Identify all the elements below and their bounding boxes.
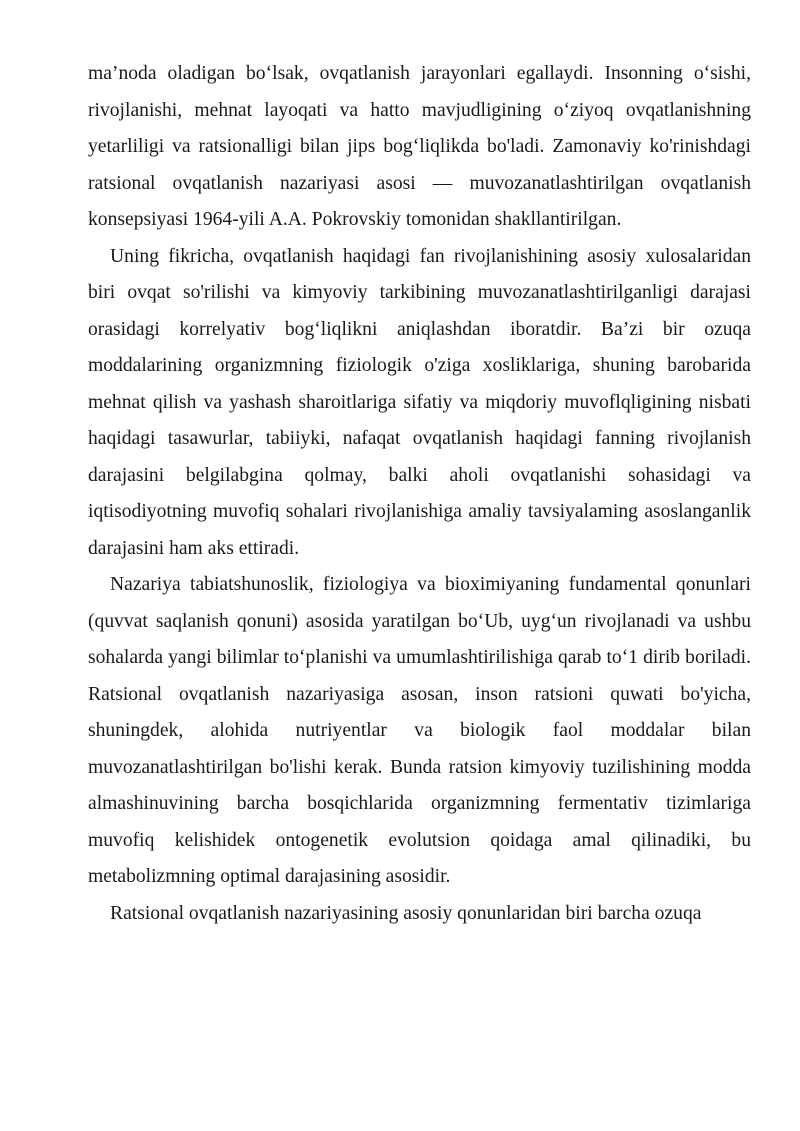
paragraph-main-laws: Ratsional ovqatlanish nazariyasining asosiy qonunlaridan biri barcha ozuqa <box>110 902 702 924</box>
paragraph-continued: ma’noda oladigan bo‘lsak, ovqatlanish jarayonlari egallaydi. Insonning o‘sishi, rivojlanishi, mehnat layoqati va hatto mavjudligining o‘ziyoq ovqatlanishning yetarliligi va ratsionalligi bilan jips bog‘liqlikda bo'ladi. Zamonaviy ko'rinishdagi ratsional ovqatlanish nazariyasi asosi — muvozanatlashtirilgan ovqatlanish konsepsiyasi 1964-yili A.A. Pokrovskiy tomonidan shakllantirilgan. <box>88 63 751 230</box>
paragraph-theory-foundations: Nazariya tabiatshunoslik, fiziologiya va bioximiyaning fundamental qonunlari (quvvat saqlanish qonuni) asosida yaratilgan bo‘Ub, uyg‘un rivojlanadi va ushbu sohalarda yangi bilimlar to‘planishi va umumlashtirilishiga qarab to‘1 dirib boriladi. Ratsional ovqatlanish nazariyasiga asosan, inson ratsioni quwati bo'yicha, shuningdek, alohida nutriyentlar va biologik faol moddalar bilan muvozanatlashtirilgan bo'lishi kerak. Bunda ratsion kimyoviy tuzilishining modda almashinuvining barcha bosqichlarida organizmning fermentativ tizimlariga muvofiq kelishidek ontogenetik evolutsion qoidaga amal qilinadiki, bu metabolizmning optimal darajasining asosidir. <box>88 574 751 887</box>
paragraph-pokrovskiy-view: Uning fikricha, ovqatlanish haqidagi fan rivojlanishining asosiy xulosalaridan biri ovqat so'rilishi va kimyoviy tarkibining muvozanatlashtirilganligi darajasi orasidagi korrelyativ bog‘liqlikni aniqlashdan iboratdir. Ba’zi bir ozuqa moddalarining organizmning fiziologik o'ziga xosliklariga, shuning barobarida mehnat qilish va yashash sharoitlariga sifatiy va miqdoriy muvoflqligining nisbati haqidagi tasawurlar, tabiiyki, nafaqat ovqatlanish haqidagi fanning rivojlanish darajasini belgilabgina qolmay, balki aholi ovqatlanishi sohasidagi va iqtisodiyotning muvofiq sohalari rivojlanishiga amaliy tavsiyalaming asoslanganlik darajasini ham aks ettiradi. <box>88 245 751 559</box>
document-page <box>88 56 751 932</box>
